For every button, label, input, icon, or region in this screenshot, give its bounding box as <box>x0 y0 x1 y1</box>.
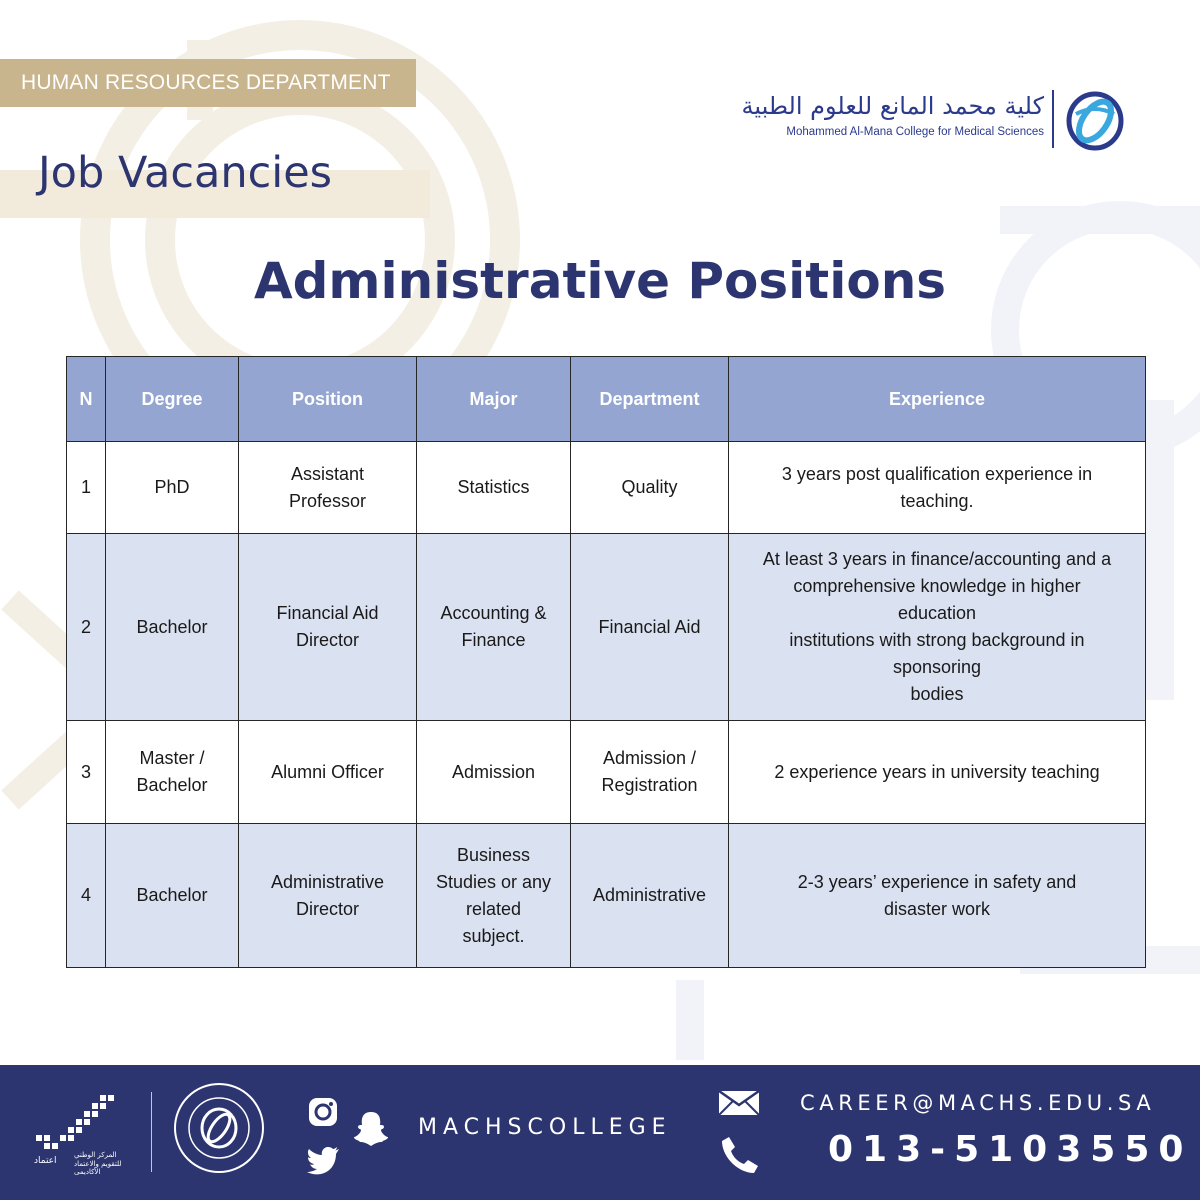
college-emblem-icon <box>1062 90 1128 152</box>
contact-phone[interactable]: 013-5103550 <box>828 1129 1193 1170</box>
college-logo <box>741 90 1140 152</box>
table-row <box>67 534 1146 721</box>
logo-arabic-name: كلية محمد المانع للعلوم الطبية <box>741 92 1044 120</box>
svg-text:اعتماد: اعتماد <box>34 1156 57 1166</box>
table-row <box>67 721 1146 824</box>
logo-divider <box>1052 90 1054 148</box>
cell-major: Admission <box>417 721 571 824</box>
column-header-n: N <box>67 357 106 442</box>
footer-divider <box>151 1092 152 1172</box>
ncaaa-accreditation-logo <box>30 1093 142 1175</box>
cell-department: Administrative <box>571 824 729 968</box>
column-header-degree: Degree <box>106 357 239 442</box>
instagram-icon[interactable] <box>306 1095 340 1129</box>
vacancies-table-container <box>66 356 1146 968</box>
svg-text:للتقويم والاعتماد: للتقويم والاعتماد <box>74 1160 122 1168</box>
cell-n: 1 <box>67 442 106 534</box>
logo-english-name: Mohammed Al-Mana College for Medical Sciences <box>786 126 1044 138</box>
page-subtitle: Job Vacancies <box>38 148 333 198</box>
table-row <box>67 824 1146 968</box>
cell-position: Administrative Director <box>239 824 417 968</box>
twitter-icon[interactable] <box>306 1145 340 1175</box>
cell-n: 2 <box>67 534 106 721</box>
cell-degree: Bachelor <box>106 824 239 968</box>
table-row <box>67 442 1146 534</box>
cell-major: Accounting & Finance <box>417 534 571 721</box>
svg-text:الأكاديمي: الأكاديمي <box>74 1168 101 1175</box>
main-title: Administrative Positions <box>253 252 947 310</box>
phone-icon <box>720 1135 760 1175</box>
cell-position: Assistant Professor <box>239 442 417 534</box>
cell-major: Business Studies or any related subject. <box>417 824 571 968</box>
cell-department: Financial Aid <box>571 534 729 721</box>
cell-experience: 2 experience years in university teaching <box>729 721 1146 824</box>
cell-n: 3 <box>67 721 106 824</box>
department-banner: HUMAN RESOURCES DEPARTMENT <box>0 59 416 107</box>
table-header-row <box>67 357 1146 442</box>
contact-email[interactable]: CAREER@MACHS.EDU.SA <box>800 1091 1156 1115</box>
cell-degree: Bachelor <box>106 534 239 721</box>
cell-position: Alumni Officer <box>239 721 417 824</box>
snapchat-icon[interactable] <box>352 1109 390 1149</box>
footer <box>0 1065 1200 1200</box>
column-header-major: Major <box>417 357 571 442</box>
cell-experience: At least 3 years in finance/accounting and a comprehensive knowledge in higher education institutions with strong background in sponsoring bodies <box>729 534 1146 721</box>
vacancies-table <box>66 356 1146 968</box>
svg-text:المركز الوطني: المركز الوطني <box>74 1151 117 1159</box>
cell-major: Statistics <box>417 442 571 534</box>
mail-icon <box>718 1090 760 1116</box>
cell-experience: 2-3 years’ experience in safety and disaster work <box>729 824 1146 968</box>
cell-position: Financial Aid Director <box>239 534 417 721</box>
cell-degree: PhD <box>106 442 239 534</box>
column-header-experience: Experience <box>729 357 1146 442</box>
cell-experience: 3 years post qualification experience in teaching. <box>729 442 1146 534</box>
column-header-position: Position <box>239 357 417 442</box>
social-handle[interactable]: MACHSCOLLEGE <box>418 1115 672 1140</box>
college-seal <box>172 1081 266 1175</box>
cell-department: Admission / Registration <box>571 721 729 824</box>
column-header-department: Department <box>571 357 729 442</box>
cell-degree: Master / Bachelor <box>106 721 239 824</box>
cell-department: Quality <box>571 442 729 534</box>
cell-n: 4 <box>67 824 106 968</box>
